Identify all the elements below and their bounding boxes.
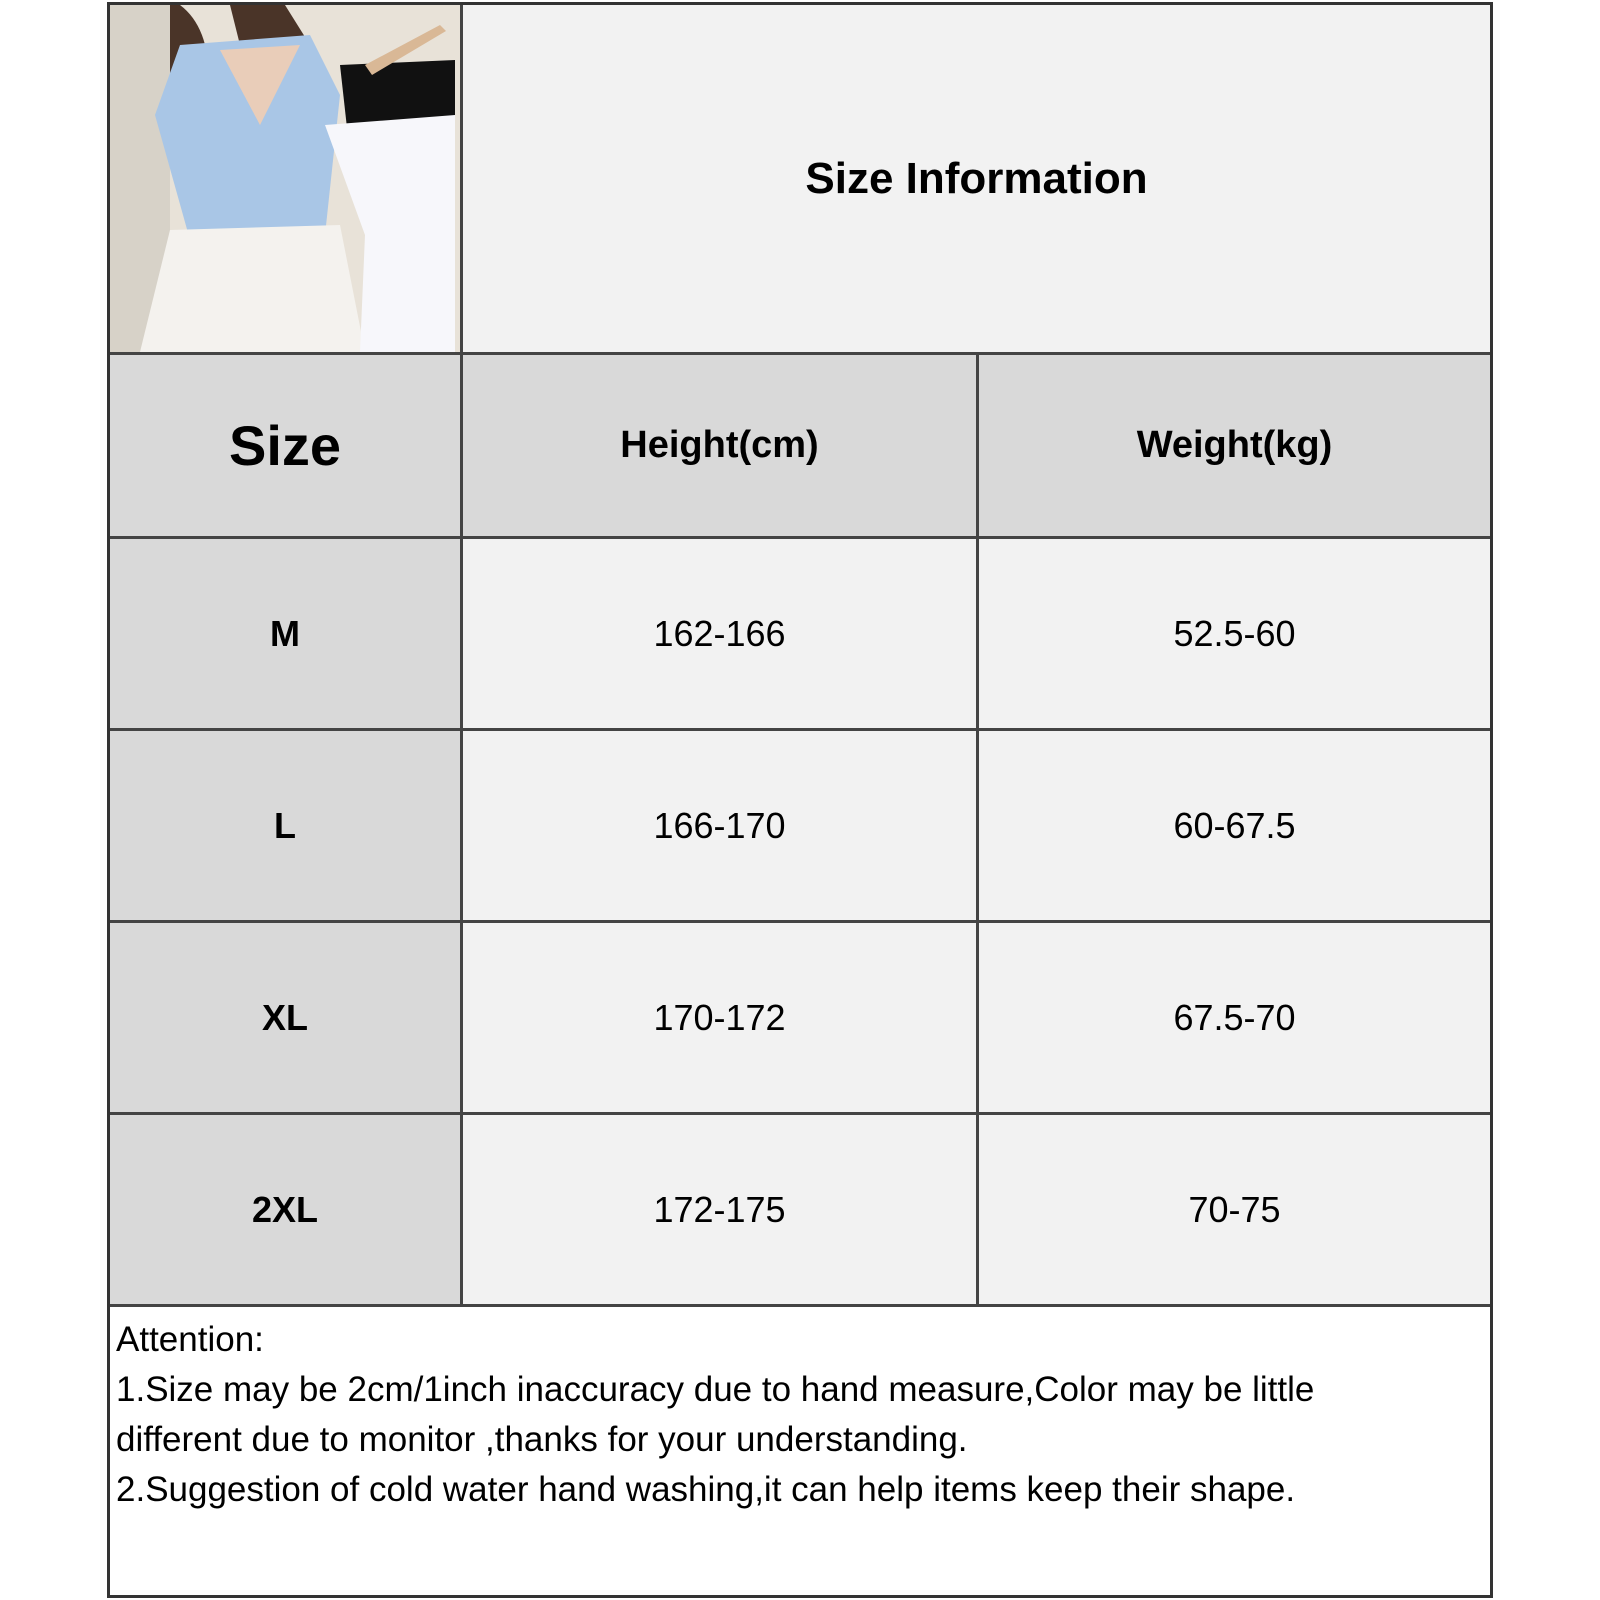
size-cell: 2XL <box>110 1115 463 1307</box>
height-cell: 170-172 <box>463 923 979 1115</box>
size-cell: XL <box>110 923 463 1115</box>
weight-cell: 70-75 <box>979 1115 1490 1307</box>
note-line: different due to monitor ,thanks for your understanding. <box>116 1420 968 1459</box>
header-weight: Weight(kg) <box>979 355 1490 539</box>
size-cell: L <box>110 731 463 923</box>
attention-notes <box>110 1307 1490 1595</box>
header-height: Height(cm) <box>463 355 979 539</box>
height-cell: 172-175 <box>463 1115 979 1307</box>
size-cell: M <box>110 539 463 731</box>
product-photo-image <box>110 5 460 352</box>
page-title: Size Information <box>463 5 1490 355</box>
height-cell: 162-166 <box>463 539 979 731</box>
notes-heading: Attention: <box>116 1320 264 1359</box>
note-line: 1.Size may be 2cm/1inch inaccuracy due to hand measure,Color may be little <box>116 1370 1315 1409</box>
product-photo <box>110 5 463 355</box>
weight-cell: 67.5-70 <box>979 923 1490 1115</box>
height-cell: 166-170 <box>463 731 979 923</box>
header-size: Size <box>110 355 463 539</box>
weight-cell: 52.5-60 <box>979 539 1490 731</box>
size-chart <box>107 2 1493 1598</box>
note-line: 2.Suggestion of cold water hand washing,it can help items keep their shape. <box>116 1470 1296 1509</box>
weight-cell: 60-67.5 <box>979 731 1490 923</box>
